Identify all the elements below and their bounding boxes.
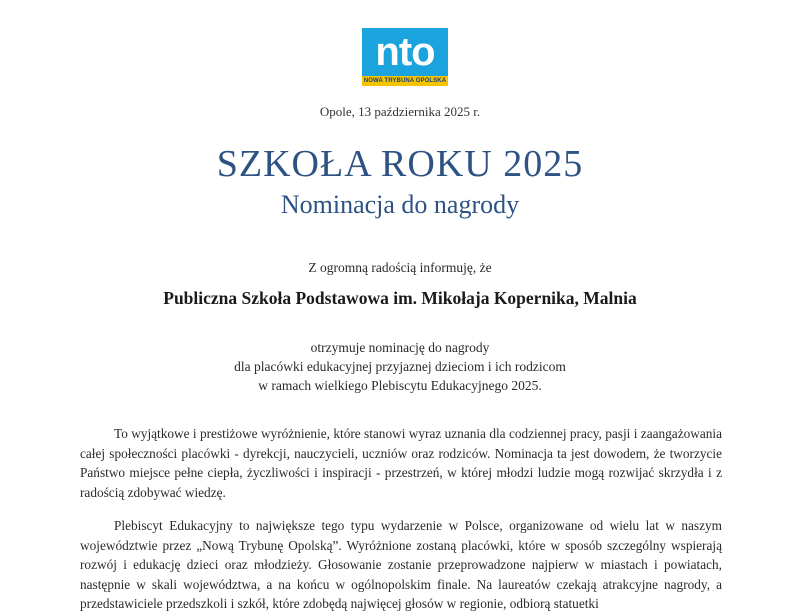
- nto-logo: [362, 28, 448, 86]
- logo-text: nto: [375, 30, 435, 74]
- intro-line: Z ogromną radością informuję, że: [308, 260, 492, 275]
- school-name: Publiczna Szkoła Podstawowa im. Mikołaja Kopernika, Malnia: [163, 288, 637, 308]
- page-title: SZKOŁA ROKU 2025: [216, 143, 584, 185]
- body-paragraph-2: Plebiscyt Edukacyjny to największe tego typu wydarzenie w Polsce, organizowane od wielu lat w naszym województwie przez „Nową Trybunę Opolską”. Wyróżnione zostaną placówki, które w sposób szczególny wspierają rozwój i edukację dzieci oraz młodzieży. Głosowanie zostanie przeprowadzone najpierw w miastach i powiatach, następnie w skali województwa, a na końcu w ogólnopolskim finale. Na laureatów czekają atrakcyjne nagrody, a przedstawiciele przedszkoli i szkół, które zdobędą najwięcej głosów w regionie, odbiorą statuetki: [80, 518, 722, 612]
- nomination-line-1: otrzymuje nominację do nagrody: [310, 340, 490, 355]
- logo-box: [362, 28, 448, 76]
- body-paragraph-1: To wyjątkowe i prestiżowe wyróżnienie, które stanowi wyraz uznania dla codziennej pracy, pasji i zaangażowania całej społeczności placówki - dyrekcji, nauczycieli, uczniów oraz rodziców. Nominacja ta jest dowodem, że tworzycie Państwo miejsce pełne ciepła, życzliwości i inspiracji - przestrzeń, w której młodzi ludzie mogą rozwijać skrzydła i z radością zdobywać wiedzę.: [80, 426, 722, 500]
- dateline: Opole, 13 października 2025 r.: [319, 104, 481, 119]
- logo-strip-text: NOWA TRYBUNA OPOLSKA: [363, 78, 447, 84]
- nomination-block: [0, 338, 800, 395]
- page-subtitle: Nominacja do nagrody: [280, 190, 520, 219]
- logo-strip: [362, 76, 448, 86]
- nomination-line-3: w ramach wielkiego Plebiscytu Edukacyjnego 2025.: [258, 378, 542, 393]
- nomination-line-2: dla placówki edukacyjnej przyjaznej dzieciom i ich rodzicom: [234, 359, 566, 374]
